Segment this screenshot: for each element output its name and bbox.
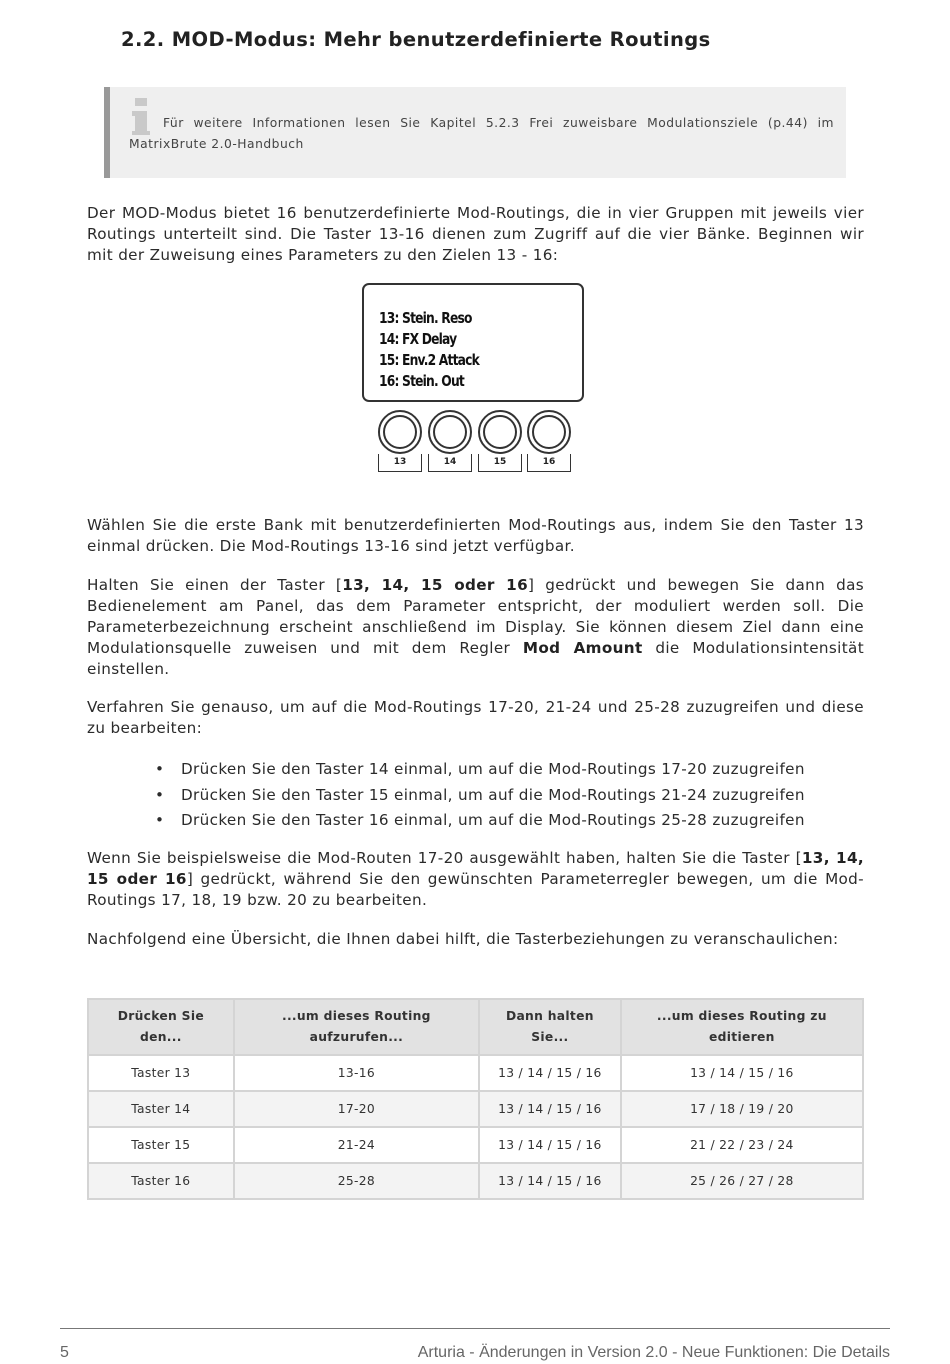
mod-display-figure — [360, 282, 590, 477]
display-line: 16: Stein. Out — [379, 372, 464, 390]
table-cell: 13 / 14 / 15 / 16 — [479, 1091, 621, 1127]
section-heading: 2.2. MOD-Modus: Mehr benutzerdefinierte Routings — [121, 28, 711, 51]
display-line: 15: Env.2 Attack — [379, 351, 479, 369]
example-paragraph: Wenn Sie beispielsweise die Mod-Routen 17-20 ausgewählt haben, halten Sie die Taster [13, 14, 15 oder 16] gedrückt, während Sie den gewünschten Parameterregler bewegen, um die Mod-Routings 17, 18, 19 bzw. 20 zu bearbeiten. — [87, 849, 864, 909]
footer-title: Arturia - Änderungen in Version 2.0 - Neue Funktionen: Die Details — [417, 1344, 890, 1361]
hold-button-paragraph: Halten Sie einen der Taster [13, 14, 15 oder 16] gedrückt und bewegen Sie dann das Bedienelement am Panel, das dem Parameter entspricht, der moduliert werden soll. Die Parameterbezeichnung erscheint anschließend im Display. Sie können diesem Ziel dann eine Modulationsquelle zuweisen und mit dem Regler Mod Amount die Modulationsintensität einstellen. — [87, 576, 865, 678]
table-cell: Taster 13 — [88, 1055, 234, 1091]
lcd-display — [362, 283, 584, 402]
routing-table — [87, 998, 864, 1200]
button-label: 13 — [378, 454, 422, 472]
list-item: • Drücken Sie den Taster 16 einmal, um auf die Mod-Routings 25-28 zuzugreifen — [150, 808, 870, 834]
footer-divider — [60, 1328, 890, 1329]
bullet-list — [150, 757, 870, 834]
info-note-text: Für weitere Informationen lesen Sie Kapitel 5.2.3 Frei zuweisbare Modulationsziele (p.44) im MatrixBrute 2.0-Handbuch — [129, 116, 834, 151]
table-row — [88, 1091, 863, 1127]
table-cell: 25 / 26 / 27 / 28 — [621, 1163, 863, 1199]
table-header: ...um dieses Routing zu editieren — [621, 999, 863, 1055]
table-row — [88, 1055, 863, 1091]
info-note — [104, 87, 846, 178]
list-item: • Drücken Sie den Taster 15 einmal, um auf die Mod-Routings 21-24 zuzugreifen — [150, 783, 870, 809]
display-line: 13: Stein. Reso — [379, 309, 472, 327]
table-cell: Taster 16 — [88, 1163, 234, 1199]
button-label: 16 — [527, 454, 571, 472]
table-row — [88, 1127, 863, 1163]
table-cell: 13 / 14 / 15 / 16 — [479, 1163, 621, 1199]
table-cell: Taster 15 — [88, 1127, 234, 1163]
table-cell: 17 / 18 / 19 / 20 — [621, 1091, 863, 1127]
table-cell: 21 / 22 / 23 / 24 — [621, 1127, 863, 1163]
table-header-row — [88, 999, 863, 1055]
button-13-knob — [378, 410, 422, 454]
select-bank-paragraph: Wählen Sie die erste Bank mit benutzerdefinierten Mod-Routings aus, indem Sie den Taster 13 einmal drücken. Die Mod-Routings 13-16 sind jetzt verfügbar. — [87, 516, 864, 555]
overview-paragraph: Nachfolgend eine Übersicht, die Ihnen dabei hilft, die Tasterbeziehungen zu veranschaulichen: — [87, 930, 839, 948]
table-cell: 13 / 14 / 15 / 16 — [479, 1055, 621, 1091]
button-label: 15 — [478, 454, 522, 472]
button-15-knob — [478, 410, 522, 454]
intro-paragraph: Der MOD-Modus bietet 16 benutzerdefinierte Mod-Routings, die in vier Gruppen mit jeweils vier Routings unterteilt sind. Die Taster 13-16 dienen zum Zugriff auf die vier Bänke. Beginnen wir mit der Zuweisung eines Parameters zu den Zielen 13 - 16: — [87, 204, 864, 264]
button-16-knob — [527, 410, 571, 454]
table-cell: 25-28 — [234, 1163, 479, 1199]
same-procedure-paragraph: Verfahren Sie genauso, um auf die Mod-Routings 17-20, 21-24 und 25-28 zuzugreifen und diese zu bearbeiten: — [87, 698, 864, 737]
list-item: • Drücken Sie den Taster 14 einmal, um auf die Mod-Routings 17-20 zuzugreifen — [150, 757, 870, 783]
table-cell: 21-24 — [234, 1127, 479, 1163]
table-cell: 13 / 14 / 15 / 16 — [621, 1055, 863, 1091]
display-line: 14: FX Delay — [379, 330, 457, 348]
page-number: 5 — [60, 1344, 69, 1361]
table-row — [88, 1163, 863, 1199]
table-cell: 13-16 — [234, 1055, 479, 1091]
table-header: Drücken Sie den... — [88, 999, 234, 1055]
button-14-knob — [428, 410, 472, 454]
table-cell: 13 / 14 / 15 / 16 — [479, 1127, 621, 1163]
button-label: 14 — [428, 454, 472, 472]
table-header: ...um dieses Routing aufzurufen... — [234, 999, 479, 1055]
table-cell: Taster 14 — [88, 1091, 234, 1127]
table-cell: 17-20 — [234, 1091, 479, 1127]
table-header: Dann halten Sie... — [479, 999, 621, 1055]
